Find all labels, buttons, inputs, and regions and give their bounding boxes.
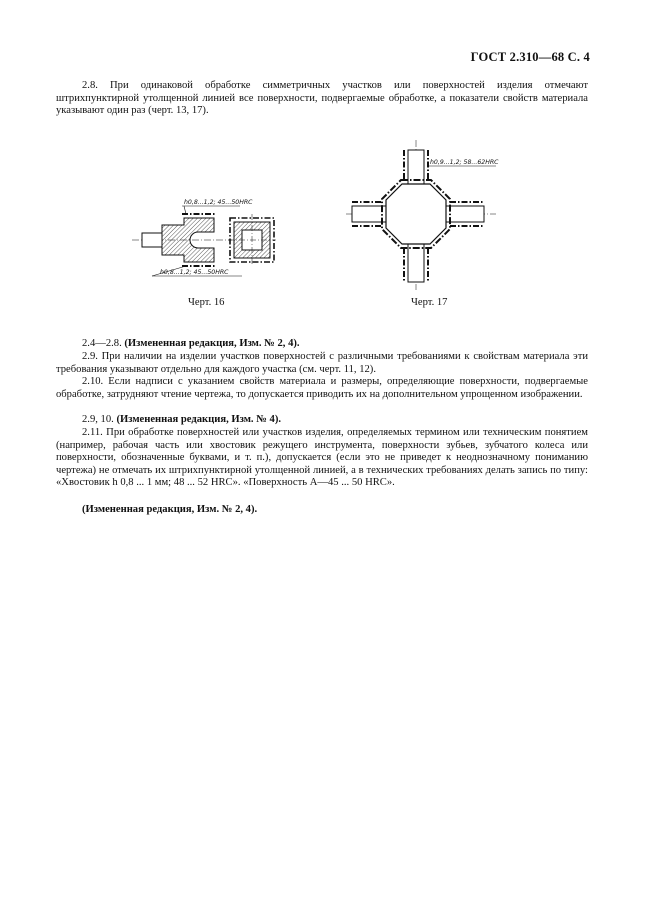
paragraph-2-10 bbox=[56, 376, 588, 401]
revision-note-2-9-10 bbox=[56, 414, 588, 427]
figure-17-caption: Черт. 17 bbox=[411, 297, 448, 308]
paragraph-2-11-text: 2.11. При обработке поверхностей или участков изделия, определяемых термином или техническим понятием (например, рабочая часть или хвостовик режущего инструмента, поверхности зубьев, зубчатого колеса или поверхности, обозначенные буквами, и т. п.), допускается (если это не приведет к неоднозначному пониманию чертежа) не отмечать их штрихпунктирной утолщенной линией, а в технических требованиях делать запись по типу: «Хвостовик h 0,8 ... 1 мм; 48 ... 52 HRC». «Поверхность А—45 ... 50 HRC». bbox=[56, 427, 588, 489]
figure-16-drawing bbox=[130, 192, 280, 284]
figure-17-arm-bottom bbox=[408, 244, 424, 282]
revision-note-text: (Измененная редакция, Изм. № 2, 4). bbox=[82, 504, 258, 515]
figure-17-body bbox=[386, 184, 446, 244]
paragraph-2-10-text: 2.10. Если надписи с указанием свойств материала и размеры, определяющие поверхности, подвергаемые обработке, затрудняют чтение чертежа, то допускается приводить их на дополнительном упрощенном изображении. bbox=[56, 376, 588, 400]
figure-16-caption: Черт. 16 bbox=[188, 297, 225, 308]
paragraph-2-9 bbox=[56, 351, 588, 376]
revision-note-text: (Измененная редакция, Изм. № 4). bbox=[116, 414, 281, 425]
figure-17-drawing bbox=[346, 140, 506, 292]
revision-note-2-4-2-8 bbox=[56, 338, 588, 351]
figure-16-shank bbox=[142, 233, 162, 247]
figure-17-arm-top bbox=[408, 150, 424, 184]
revision-note-2-11 bbox=[56, 504, 588, 517]
figure-16-label-top: h0,8...1,2; 45...50HRC bbox=[184, 199, 253, 206]
paragraph-2-8 bbox=[56, 80, 588, 118]
document-header: ГОСТ 2.310—68 С. 4 bbox=[470, 50, 590, 64]
figure-17-label: h0,9...1,2; 58...62HRC bbox=[430, 159, 499, 166]
paragraph-2-11 bbox=[56, 427, 588, 490]
revision-note-text: (Измененная редакция, Изм. № 2, 4). bbox=[124, 338, 300, 349]
figure-16-label-bottom: h0,8...1,2; 45...50HRC bbox=[160, 269, 229, 276]
paragraph-2-8-text: 2.8. При одинаковой обработке симметричных участков или поверхностей изделия отмечают штрихпунктирной утолщенной линией все поверхности, подвергаемые обработке, а показатели свойств материала указывают один раз (черт. 13, 17). bbox=[56, 80, 588, 117]
revision-note-number: 2.9, 10. bbox=[82, 414, 114, 425]
paragraph-2-9-text: 2.9. При наличии на изделии участков поверхностей с различными требованиями к свойствам материала эти требования указывают отдельно для каждого участка (см. черт. 11, 12). bbox=[56, 351, 588, 375]
revision-note-number: 2.4—2.8. bbox=[82, 338, 122, 349]
